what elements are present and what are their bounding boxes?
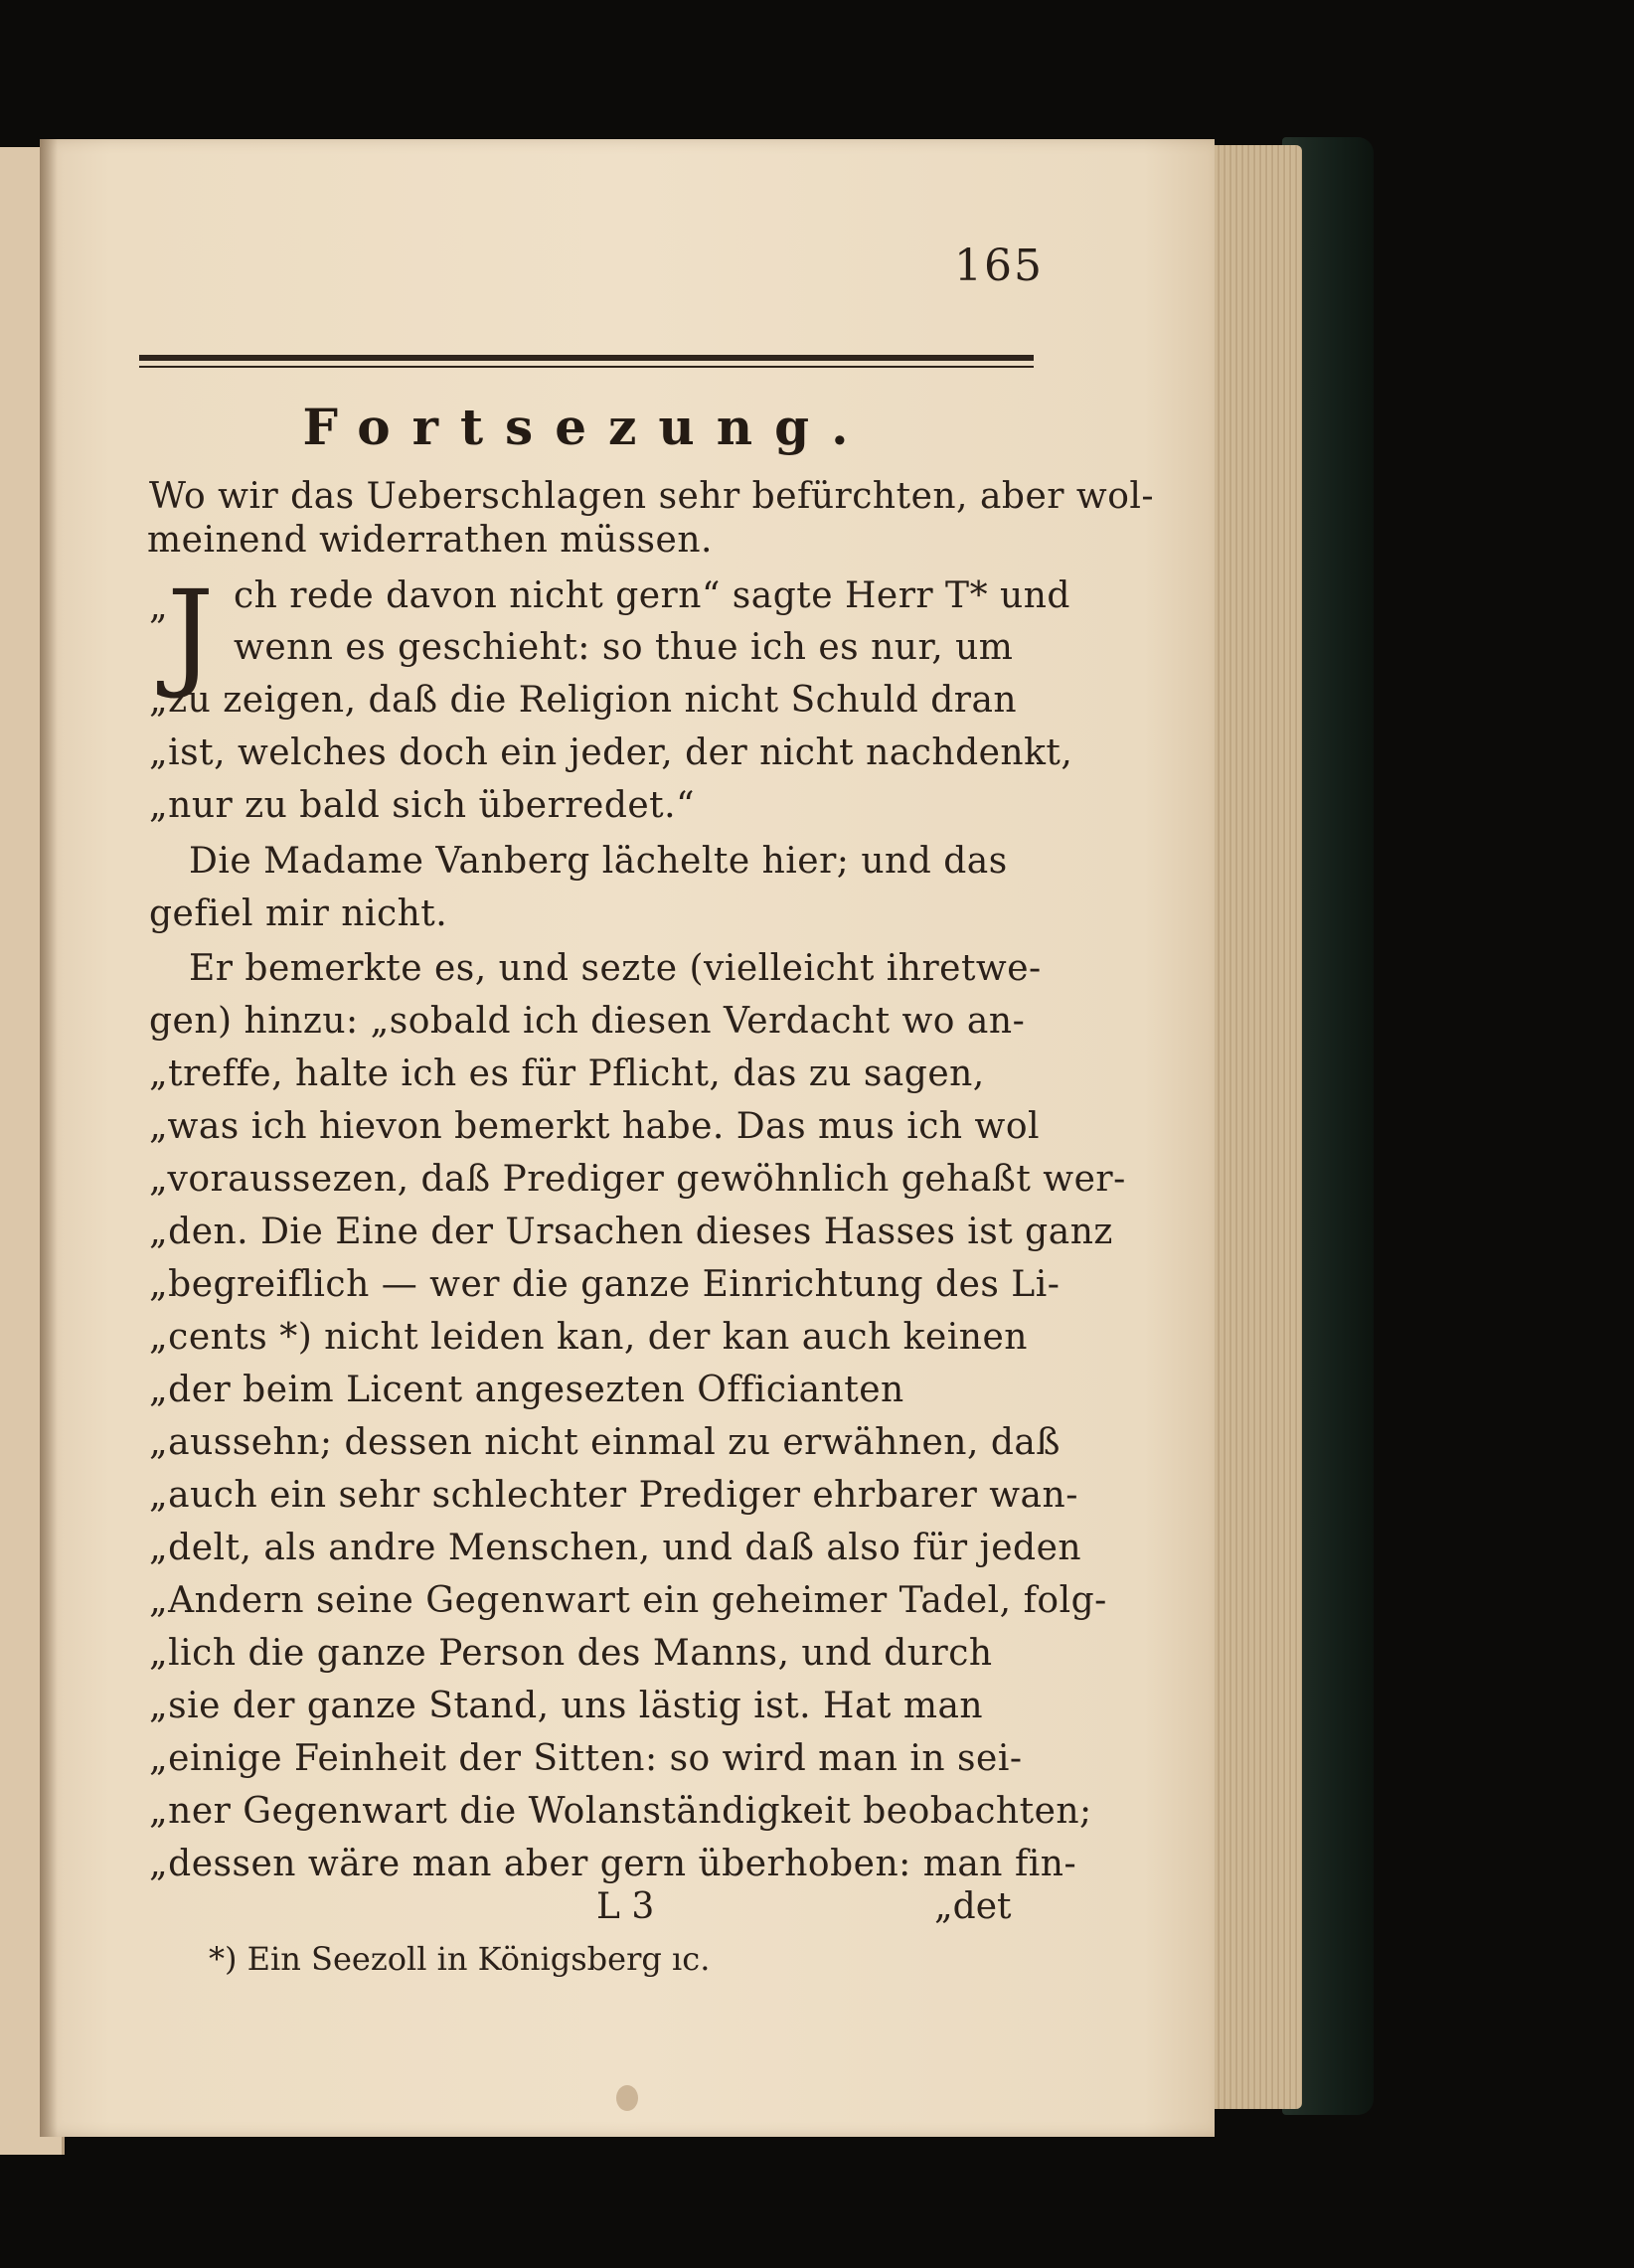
body-line: „begreiflich — wer die ganze Einrichtung des Li- <box>149 1264 1061 1305</box>
body-line: Er bemerkte es, und sezte (vielleicht ihretwe- <box>189 948 1042 989</box>
body-line: gefiel mir nicht. <box>149 893 448 934</box>
page-number: 165 <box>954 241 1044 291</box>
body-line: „einige Feinheit der Sitten: so wird man in sei- <box>149 1738 1023 1779</box>
body-line: „delt, als andre Menschen, und daß also für jeden <box>149 1528 1082 1568</box>
catchword: „det <box>934 1886 1012 1927</box>
body-line: gen) hinzu: „sobald ich diesen Verdacht wo an- <box>149 1001 1026 1042</box>
paper-stain <box>616 2085 638 2111</box>
body-line: „treffe, halte ich es für Pflicht, das zu sagen, <box>149 1053 985 1094</box>
summary-line: Wo wir das Ueberschlagen sehr befürchten, aber wol- <box>149 476 1155 517</box>
body-line: wenn es geschieht: so thue ich es nur, um <box>234 627 1014 668</box>
footnote: *) Ein Seezoll in Königsberg ıc. <box>209 1940 711 1978</box>
body-line: „ist, welches doch ein jeder, der nicht nachdenkt, <box>149 732 1073 773</box>
body-line: „dessen wäre man aber gern überhoben: man fin- <box>149 1844 1077 1884</box>
body-line: „lich die ganze Person des Manns, und durch <box>149 1633 993 1674</box>
page-block-edges <box>1203 145 1302 2109</box>
body-line: „was ich hievon bemerkt habe. Das mus ich wol <box>149 1106 1041 1147</box>
body-line: „cents *) nicht leiden kan, der kan auch keinen <box>149 1317 1028 1358</box>
body-line: „aussehn; dessen nicht einmal zu erwähnen, daß <box>149 1422 1061 1463</box>
body-line: „sie der ganze Stand, uns lästig ist. Hat man <box>149 1686 984 1726</box>
chapter-heading: Fortsezung. <box>302 398 871 456</box>
header-rule-thick <box>139 355 1034 361</box>
signature-mark: L 3 <box>596 1886 655 1927</box>
body-line: ch rede davon nicht gern“ sagte Herr T* und <box>234 575 1070 616</box>
body-line: „den. Die Eine der Ursachen dieses Hasses ist ganz <box>149 1212 1113 1252</box>
body-line: „ner Gegenwart die Wolanständigkeit beobachten; <box>149 1791 1092 1832</box>
body-line: „zu zeigen, daß die Religion nicht Schuld dran <box>149 680 1018 721</box>
body-line: „Andern seine Gegenwart ein geheimer Tadel, folg- <box>149 1580 1107 1621</box>
body-line: „auch ein sehr schlechter Prediger ehrbarer wan- <box>149 1475 1078 1516</box>
header-rule-thin <box>139 366 1034 368</box>
page-gutter-shadow <box>40 139 58 2137</box>
opening-quote-mark: „ <box>149 586 168 627</box>
body-line: „der beim Licent angesezten Officianten <box>149 1370 904 1410</box>
drop-cap: J <box>167 565 215 702</box>
body-line: „nur zu bald sich überredet.“ <box>149 785 695 826</box>
summary-line: meinend widerrathen müssen. <box>147 520 713 561</box>
body-line: Die Madame Vanberg lächelte hier; und das <box>189 841 1008 882</box>
body-line: „voraussezen, daß Prediger gewöhnlich gehaßt wer- <box>149 1159 1126 1200</box>
